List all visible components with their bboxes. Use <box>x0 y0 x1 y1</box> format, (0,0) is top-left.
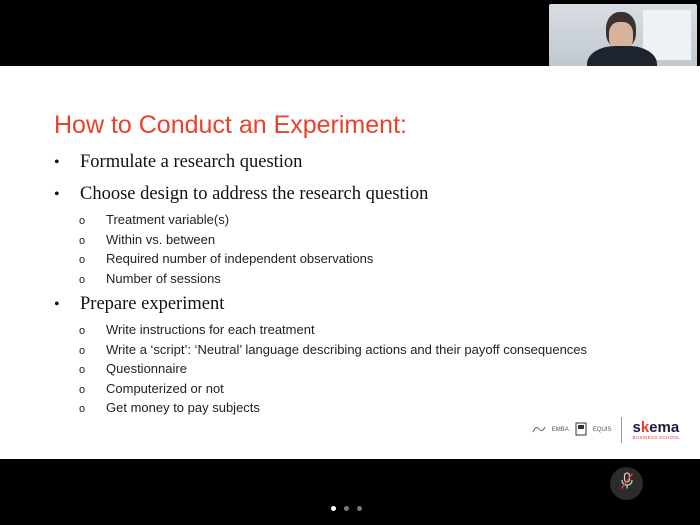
bullet-item: • Choose design to address the research question <box>54 184 429 204</box>
sub-bullet-item: o Write a ‘script’: ‘Neutral’ language describing actions and their payoff consequences <box>79 341 588 357</box>
logo-divider <box>621 417 622 443</box>
sub-bullet-item: o Number of sessions <box>79 270 221 286</box>
accreditation-logos <box>532 417 680 443</box>
bullet-text: Prepare experiment <box>80 294 225 314</box>
page-indicator <box>331 506 362 511</box>
sub-bullet-text: Questionnaire <box>106 361 187 376</box>
bullet-text: Choose design to address the research question <box>80 184 429 204</box>
sub-bullet-item: o Write instructions for each treatment <box>79 322 315 337</box>
sub-bullet-text: Within vs. between <box>106 231 216 247</box>
sub-bullet-item: o Within vs. between <box>79 231 216 247</box>
sub-bullet-item: o Get money to pay subjects <box>79 400 260 415</box>
sub-bullet-text: Get money to pay subjects <box>106 400 260 415</box>
sub-bullet-text: Write instructions for each treatment <box>106 322 315 337</box>
sub-bullet-item: o Questionnaire <box>79 361 187 376</box>
sub-bullet-text: Number of sessions <box>106 270 221 286</box>
sub-bullet-text: Computerized or not <box>106 380 224 396</box>
mic-muted-icon <box>620 472 634 495</box>
sub-bullet-item: o Required number of independent observations <box>79 251 374 266</box>
equis-logo: EQUIS <box>592 427 612 433</box>
slide-title: How to Conduct an Experiment: <box>54 111 407 139</box>
sub-bullet-text: Required number of independent observations <box>106 251 374 266</box>
amba-logo <box>532 424 546 436</box>
sub-bullet-item: o Treatment variable(s) <box>79 212 230 227</box>
page-dot[interactable] <box>357 506 362 511</box>
mute-button[interactable] <box>610 467 643 500</box>
shared-slide <box>0 66 700 459</box>
bottom-bar <box>0 459 700 525</box>
page-dot[interactable] <box>344 506 349 511</box>
sub-bullet-text: Treatment variable(s) <box>106 212 230 227</box>
bullet-text: Formulate a research question <box>80 152 303 172</box>
skema-logo: skema BUSINESS SCHOOL <box>632 419 680 440</box>
sub-bullet-item: o Computerized or not <box>79 380 224 396</box>
bullet-item: • Prepare experiment <box>54 294 225 314</box>
sub-bullet-text: Write a ‘script’: ‘Neutral’ language describing actions and their payoff consequences <box>106 341 588 357</box>
emba-logo: EMBA <box>551 427 569 433</box>
skema-tagline: BUSINESS SCHOOL <box>632 435 680 440</box>
bullet-list <box>54 152 694 420</box>
aacsb-logo <box>575 422 587 438</box>
page-dot[interactable] <box>331 506 336 511</box>
bullet-item: • Formulate a research question <box>54 152 303 172</box>
